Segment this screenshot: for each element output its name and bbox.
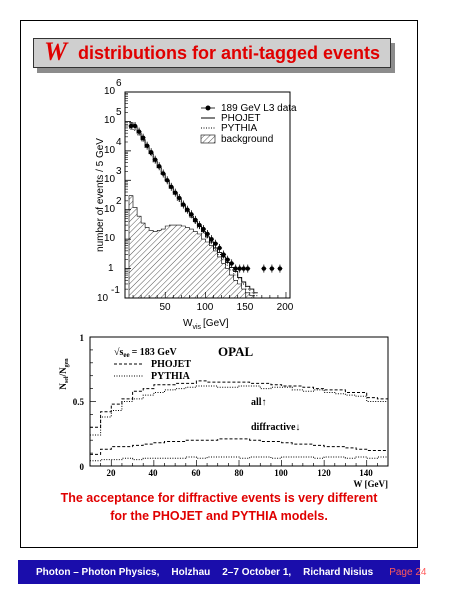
data-point [229,261,233,265]
acceptance-xtick-labels [107,468,374,478]
xtick-label: 150 [236,302,254,313]
ytick-label: 1 [79,333,84,343]
data-point [185,208,189,212]
acceptance-histogram [90,439,388,455]
xtick-label: 80 [234,468,244,478]
caption-line-1: The acceptance for diffractive events is very different [60,491,378,505]
ytick-label: 10 [104,174,116,185]
footer-author: Richard Nisius [303,566,374,578]
data-point [262,266,266,270]
ytick-label: 0.5 [72,397,84,407]
footer-page: Page 24 [389,566,427,578]
legend-swatch-background [201,135,215,143]
ytick-label: 1 [108,263,114,274]
data-point [137,129,141,133]
energy-label: $√s_{ee} = 183$ GeV [114,347,177,359]
data-point [173,190,177,194]
acceptance-chart [58,333,388,489]
legend-label: PHOJET [151,359,192,370]
data-point [205,232,209,236]
data-point [157,164,161,168]
data-point [161,171,165,175]
xtick-label: 200 [276,302,294,313]
legend-label: PYTHIA [221,123,258,134]
acceptance-histogram [90,381,388,427]
data-point [225,258,229,262]
ytick-label: 10 [104,115,116,126]
data-point [145,143,149,147]
legend-label: 189 GeV L3 data [221,103,297,114]
data-point [181,202,185,206]
data-point [177,196,181,200]
footer-venue: Holzhau [171,566,211,578]
data-point [149,150,153,154]
ytick-label: 10 [104,233,116,244]
acceptance-histogram [90,386,388,435]
xtick-label: 100 [274,468,288,478]
data-point [133,124,137,128]
xtick-label: 140 [359,468,373,478]
xtick-label: 50 [159,302,171,313]
caption-line-2: for the PHOJET and PYTHIA models. [110,509,328,523]
legend-label: PYTHIA [151,371,190,382]
footer-dates: 2–7 October 1, [222,566,292,578]
experiment-label: OPAL [218,344,254,359]
ytick-label: 0 [79,462,84,472]
data-point [169,185,173,189]
xtick-label: 60 [191,468,201,478]
acceptance-marks [90,381,388,461]
ytick-exp: 5 [116,107,122,118]
background-histogram [129,196,258,298]
data-point [213,242,217,246]
wvis-chart [95,78,297,331]
ytick-exp: 6 [116,78,122,89]
footer-bar [18,560,427,584]
wvis-legend [201,103,297,145]
data-point [209,237,213,241]
title-symbol: W [44,37,68,66]
legend-label: background [221,134,274,145]
data-point [153,158,157,162]
wvis-xtick-labels [159,302,293,313]
data-point [217,246,221,250]
footer-topic: Photon – Photon Physics, [36,566,160,578]
ytick-exp: 4 [116,137,122,148]
ytick-label: 10 [104,145,116,156]
xtick-label: 120 [317,468,331,478]
wvis-ylabel: number of events / 5 GeV [95,138,106,252]
ytick-label: 10 [97,293,109,304]
data-point [270,266,274,270]
xtick-label: 100 [196,302,214,313]
acceptance-ylabel: $N_{sel}/N_{gen}$ [58,358,70,390]
data-point [141,135,145,139]
acceptance-ytick-labels [73,333,85,472]
annotation-diffractive: diffractive↓ [251,422,301,433]
xtick-label: 40 [148,468,158,478]
data-point [221,252,225,256]
data-point [246,266,250,270]
ytick-exp: -1 [111,285,120,296]
legend-label: PHOJET [221,113,261,124]
annotation-all: all↑ [251,397,267,408]
data-point [197,223,201,227]
acceptance-xlabel: W [GeV] [353,479,388,489]
wvis-marks [129,122,283,298]
data-point [189,212,193,216]
data-point [278,266,282,270]
ytick-label: 10 [104,86,116,97]
slide-title: distributions for anti-tagged events [78,43,381,63]
ytick-exp: 2 [116,196,122,207]
data-point [165,178,169,182]
wvis-xlabel: $W_{vis}$ [GeV] [183,318,229,331]
data-point [193,218,197,222]
data-point [201,227,205,231]
ytick-exp: 3 [116,166,122,177]
xtick-label: 20 [106,468,116,478]
ytick-label: 10 [104,204,116,215]
